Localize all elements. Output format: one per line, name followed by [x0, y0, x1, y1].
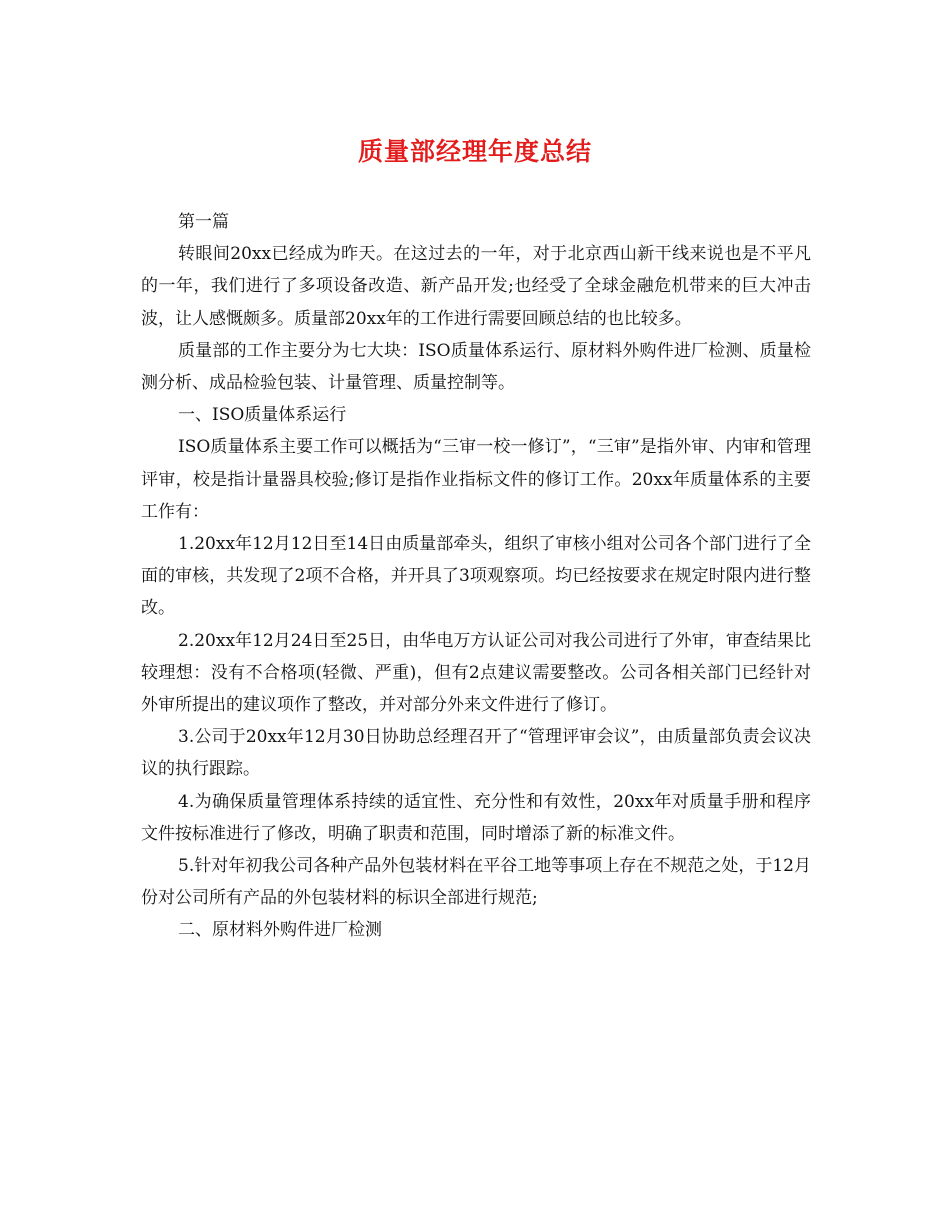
list-item-2: 2.20xx年12月24日至25日，由华电万方认证公司对我公司进行了外审，审查结果比较理想：没有不合格项(轻微、严重)，但有2点建议需要整改。公司各相关部门已经针对外审所提出的建议项作了整改，并对部分外来文件进行了修订。	[141, 630, 811, 716]
list-item-4: 4.为确保质量管理体系持续的适宜性、充分性和有效性，20xx年对质量手册和程序文件按标准进行了修改，明确了职责和范围，同时增添了新的标准文件。	[141, 791, 811, 844]
list-item-5: 5.针对年初我公司各种产品外包装材料在平谷工地等事项上存在不规范之处，于12月份对公司所有产品的外包装材料的标识全部进行规范;	[141, 856, 811, 909]
heading-iso-system: 一、ISO质量体系运行	[178, 405, 347, 426]
list-item-3: 3.公司于20xx年12月30日协助总经理召开了“管理评审会议”，由质量部负责会议决议的执行跟踪。	[141, 727, 811, 780]
document-body	[141, 206, 811, 947]
heading-incoming-inspection: 二、原材料外购件进厂检测	[178, 920, 382, 941]
document-title: 质量部经理年度总结	[357, 137, 592, 166]
paragraph-overview: 质量部的工作主要分为七大块：ISO质量体系运行、原材料外购件进厂检测、质量检测分析、成品检验包装、计量管理、质量控制等。	[141, 340, 811, 394]
paragraph-intro: 转眼间20xx已经成为昨天。在这过去的一年，对于北京西山新干线来说也是不平凡的一年，我们进行了多项设备改造、新产品开发;也经受了全球金融危机带来的巨大冲击波，让人感慨颇多。质量部20xx年的工作进行需要回顾总结的也比较多。	[141, 244, 811, 329]
section-label-first: 第一篇	[178, 212, 229, 232]
paragraph-iso-summary: ISO质量体系主要工作可以概括为“三审一校一修订”，“三审”是指外审、内审和管理评审，校是指计量器具校验;修订是指作业指标文件的修订工作。20xx年质量体系的主要工作有：	[141, 437, 811, 522]
list-item-1: 1.20xx年12月12日至14日由质量部牵头，组织了审核小组对公司各个部门进行了全面的审核，共发现了2项不合格，并开具了3项观察项。均已经按要求在规定时限内进行整改。	[141, 534, 811, 619]
